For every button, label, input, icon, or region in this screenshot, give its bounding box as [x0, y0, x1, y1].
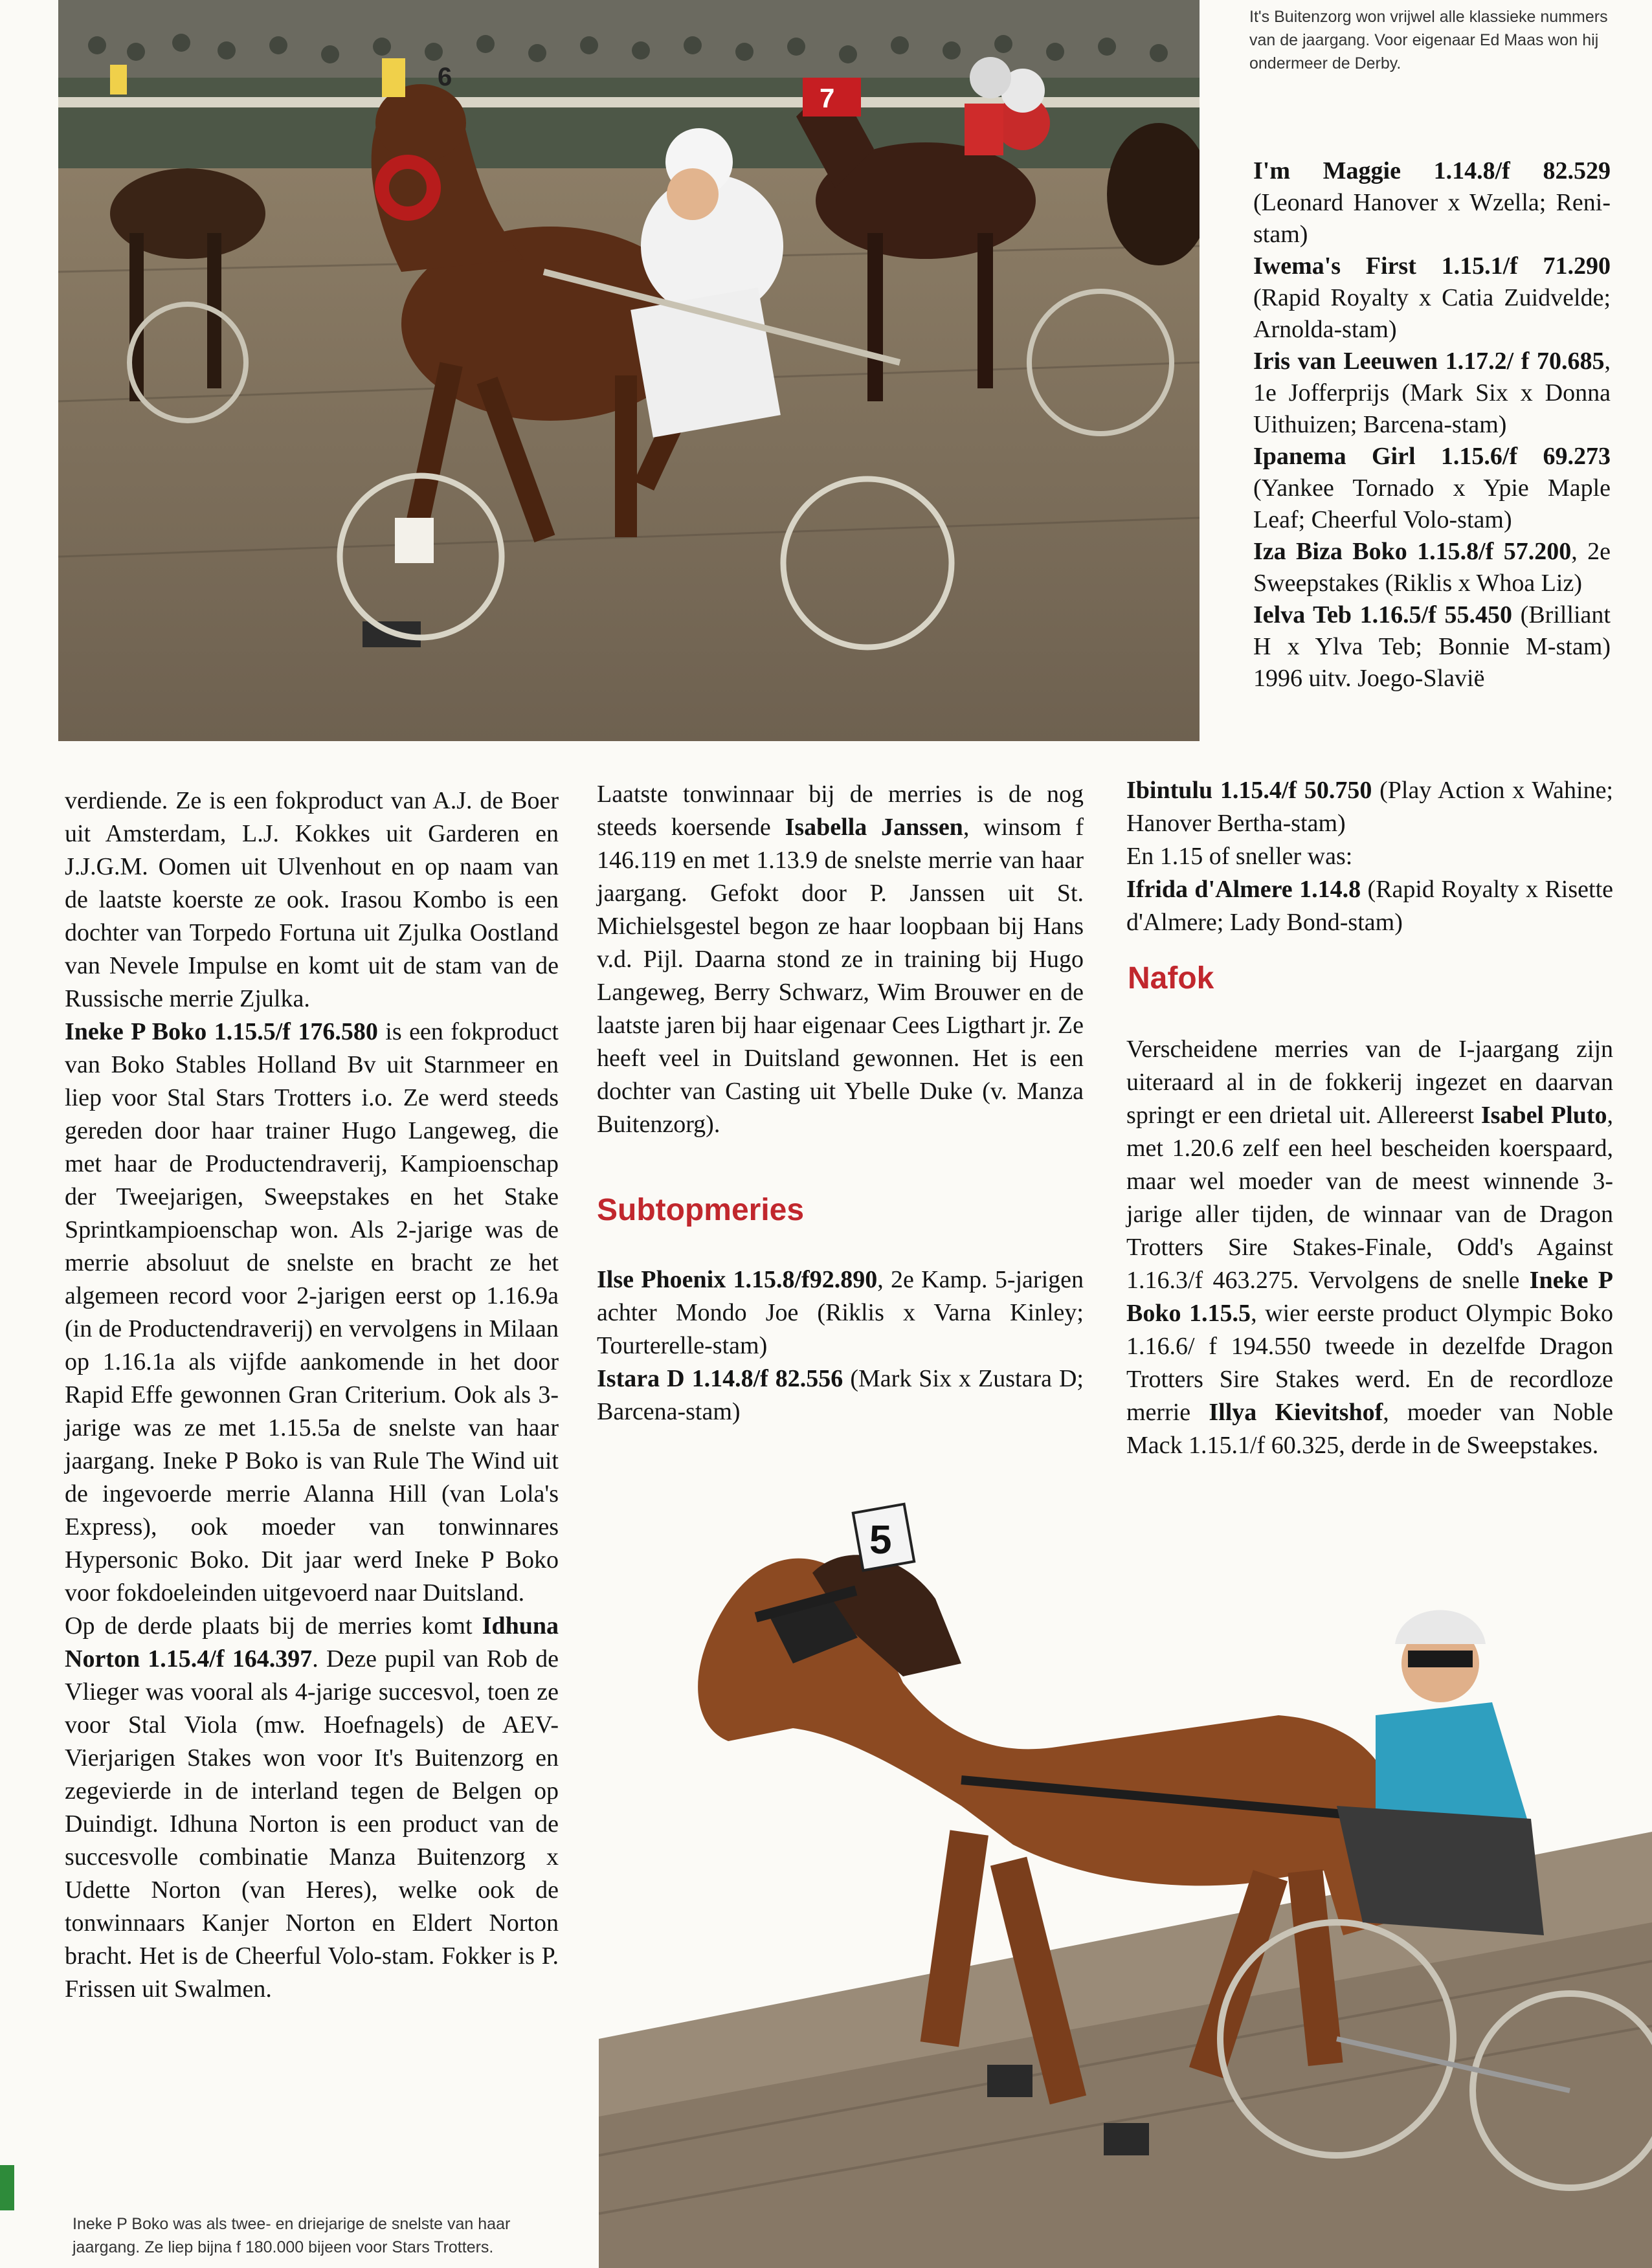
- list-item: Ielva Teb 1.16.5/f 55.450 (Brilliant H x Ylva Teb; Bonnie M-stam) 1996 uitv. Joego-Slavië: [1253, 601, 1611, 692]
- horse-name: Ineke P Boko 1.15.5/f 176.580: [65, 1018, 378, 1045]
- paragraph: En 1.15 of sneller was:: [1126, 843, 1353, 870]
- horse-photo-bottom: [599, 1469, 1652, 2268]
- section-heading-subtopmeries: Subtopmeries: [597, 1193, 805, 1227]
- horse-name: Isabella Janssen: [785, 814, 963, 841]
- paragraph: Laatste tonwinnaar bij de merries is de nog steeds koersende Isabella Janssen, winsom f 146.119 en met 1.13.9 de snelste merrie van haar jaargang. Gefokt door P. Janssen uit St. Michielsgestel begon ze haar loopbaan bij Hans v.d. Pijl. Daarna stond ze in training bij Hugo Langeweg, Berry Schwarz, Wim Brouwer en de laatste jaren bij haar eigenaar Cees Ligthart jr. Ze heeft veel in Duitsland gewonnen. Het is een dochter van Casting uit Ybelle Duke (v. Manza Buitenzorg).: [597, 781, 1084, 1138]
- list-item: Ipanema Girl 1.15.6/f 69.273 (Yankee Tornado x Ypie Maple Leaf; Cheerful Volo-stam): [1253, 443, 1611, 533]
- race-number-right: 7: [820, 83, 835, 113]
- section-heading-nafok: Nafok: [1128, 961, 1214, 995]
- column-3-nafok: [1126, 1033, 1613, 1462]
- column-3-lower: [1126, 774, 1613, 939]
- list-item: Iris van Leeuwen 1.17.2/ f 70.685, 1e Jofferprijs (Mark Six x Donna Uithuizen; Barcena-stam): [1253, 348, 1611, 438]
- race-photo-top: [58, 0, 1200, 741]
- paragraph: Verscheidene merries van de I-jaargang zijn uiteraard al in de fokkerij ingezet en daarvan springt er een drietal uit. Allereerst Isabel Pluto, met 1.20.6 zelf een heel bescheiden koerspaard, maar wel moeder van de meest winnende 3-jarige aller tijden, de winnaar van de Dragon Trotters Sire Stakes-Finale, Odd's Against 1.16.3/f 463.275. Vervolgens de snelle Ineke P Boko 1.15.5, wier eerste product Olympic Boko 1.16.6/ f 194.550 tweede in dezelfde Dragon Trotters Sire Stakes werd. En de recordloze merrie Illya Kievitshof, moeder van Noble Mack 1.15.1/f 60.325, derde in de Sweepstakes.: [1126, 1036, 1614, 1459]
- list-item: I'm Maggie 1.14.8/f 82.529 (Leonard Hanover x Wzella; Reni-stam): [1253, 157, 1611, 248]
- race-number: 5: [869, 1518, 892, 1562]
- page-number-tab: [0, 2165, 14, 2210]
- race-number-left: 6: [438, 63, 452, 91]
- paragraph: Ineke P Boko 1.15.5/f 176.580 is een fokproduct van Boko Stables Holland Bv uit Starnmeer en liep voor Stal Stars Trotters i.o. Ze werd steeds gereden door haar trainer Hugo Langeweg, die met haar de Productendraverij, Kampioenschap der Tweejarigen, Sweepstakes en het Stake Sprintkampioenschap won. Als 2-jarige was de merrie absoluut de snelste en bracht ze het algemeen record voor 2-jarigen eerst op 1.16.9a (in de Productendraverij) en vervolgens in Milaan op 1.16.1a als vijfde aankomende in het door Rapid Effe gewonnen Gran Criterium. Ook als 3-jarige was ze met 1.15.5a de snelste van haar jaargang. Ineke P Boko is van Rule The Wind uit de ingevoerde merrie Alanna Hill (van Lola's Express), ook moeder van tonwinnares Hypersonic Boko. Dit jaar werd Ineke P Boko voor fokdoeleinden uitgevoerd naar Duitsland.: [65, 1018, 559, 1606]
- horse-name: Idhuna Norton 1.15.4/f 164.397: [65, 1612, 559, 1673]
- list-item: Ibintulu 1.15.4/f 50.750 (Play Action x Wahine; Hanover Bertha-stam): [1126, 777, 1613, 837]
- paragraph: Op de derde plaats bij de merries komt Idhuna Norton 1.15.4/f 164.397. Deze pupil van Rob de Vlieger was vooral als 4-jarige succesvol, toen ze voor Stal Viola (mw. Hoefnagels) de AEV-Vierjarigen Stakes won voor It's Buitenzorg en zegevierde in de interland tegen de Belgen op Duindigt. Idhuna Norton is een product van de succesvolle combinatie Manza Buitenzorg x Udette Norton (van Heres), welke ook de tonwinnaars Kanjer Norton en Eldert Norton bracht. Het is de Cheerful Volo-stam. Fokker is P. Frissen uit Swalmen.: [65, 1612, 559, 2003]
- list-item: Istara D 1.14.8/f 82.556 (Mark Six x Zustara D; Barcena-stam): [597, 1365, 1084, 1425]
- list-item: Ifrida d'Almere 1.14.8 (Rapid Royalty x Risette d'Almere; Lady Bond-stam): [1126, 876, 1613, 936]
- caption-top-right: It's Buitenzorg won vrijwel alle klassieke nummers van de jaargang. Voor eigenaar Ed Maas won hij ondermeer de Derby.: [1249, 8, 1608, 72]
- column-2-list: [597, 1263, 1084, 1429]
- caption-bottom-left: Ineke P Boko was als twee- en driejarige de snelste van haar jaargang. Ze liep bijna f 180.000 bijeen voor Stars Trotters.: [73, 2215, 511, 2256]
- list-item: Ilse Phoenix 1.15.8/f92.890, 2e Kamp. 5-jarigen achter Mondo Joe (Riklis x Varna Kinley; Tourterelle-stam): [597, 1266, 1084, 1359]
- column-2: [597, 778, 1084, 1141]
- paragraph: verdiende. Ze is een fokproduct van A.J. de Boer uit Amsterdam, L.J. Kokkes uit Garderen en J.J.G.M. Oomen uit Ulvenhout en op naam van de laatste koerste ze ook. Irasou Kombo is een dochter van Torpedo Fortuna uit Zjulka Oostland van Nevele Impulse en komt uit de stam van de Russische merrie Zjulka.: [65, 787, 559, 1012]
- list-item: Iwema's First 1.15.1/f 71.290 (Rapid Royalty x Catia Zuidvelde; Arnolda-stam): [1253, 252, 1611, 343]
- column-1: [65, 784, 559, 2006]
- column-3-upper: [1253, 155, 1611, 695]
- list-item: Iza Biza Boko 1.15.8/f 57.200, 2e Sweepstakes (Riklis x Whoa Liz): [1253, 538, 1611, 597]
